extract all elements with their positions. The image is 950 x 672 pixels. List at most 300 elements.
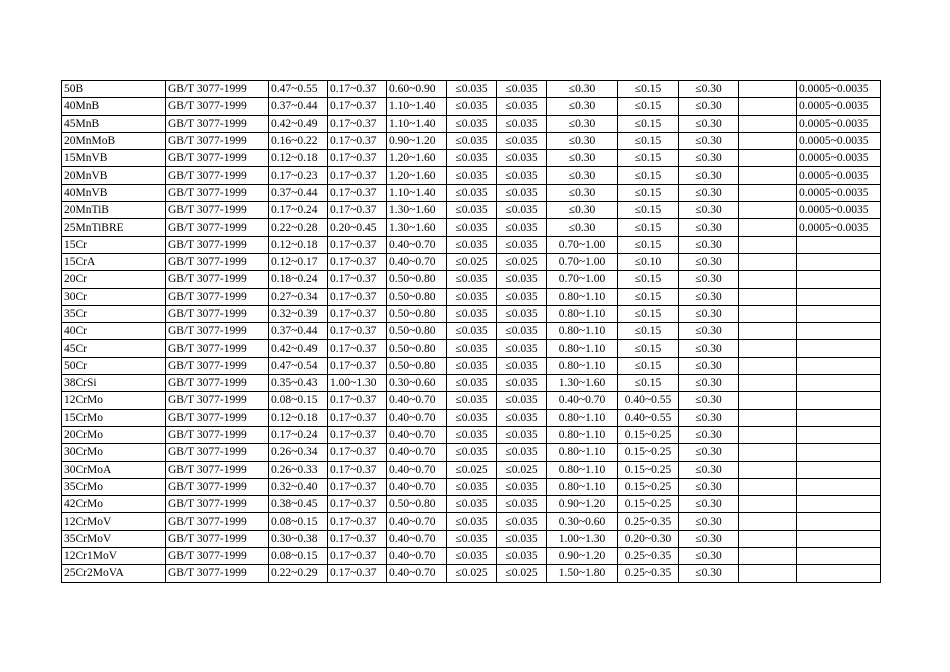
cell-sulfur: ≤0.025 — [447, 565, 497, 582]
cell-boron — [797, 461, 881, 478]
cell-silicon: 0.17~0.37 — [328, 202, 387, 219]
cell-manganese: 0.40~0.70 — [387, 392, 447, 409]
cell-boron — [797, 496, 881, 513]
cell-boron — [797, 305, 881, 322]
cell-carbon: 0.12~0.18 — [269, 409, 328, 426]
cell-sulfur: ≤0.035 — [447, 496, 497, 513]
cell-blank — [739, 184, 797, 201]
cell-grade: 25Cr2MoVA — [62, 565, 166, 582]
cell-carbon: 0.32~0.40 — [269, 478, 328, 495]
cell-boron — [797, 288, 881, 305]
cell-carbon: 0.37~0.44 — [269, 323, 328, 340]
cell-phosphorus: ≤0.035 — [497, 496, 547, 513]
cell-carbon: 0.22~0.29 — [269, 565, 328, 582]
table-row — [62, 288, 881, 305]
cell-manganese: 0.40~0.70 — [387, 253, 447, 270]
cell-blank — [739, 565, 797, 582]
cell-nickel: ≤0.30 — [679, 426, 739, 443]
cell-molybdenum: 0.15~0.25 — [618, 478, 679, 495]
cell-sulfur: ≤0.035 — [447, 202, 497, 219]
cell-chromium: 0.80~1.10 — [547, 357, 618, 374]
cell-sulfur: ≤0.035 — [447, 288, 497, 305]
cell-standard: GB/T 3077-1999 — [166, 323, 269, 340]
cell-nickel: ≤0.30 — [679, 305, 739, 322]
cell-sulfur: ≤0.035 — [447, 478, 497, 495]
cell-silicon: 0.17~0.37 — [328, 305, 387, 322]
cell-carbon: 0.37~0.44 — [269, 98, 328, 115]
cell-standard: GB/T 3077-1999 — [166, 340, 269, 357]
table-row — [62, 409, 881, 426]
cell-nickel: ≤0.30 — [679, 340, 739, 357]
cell-silicon: 0.17~0.37 — [328, 132, 387, 149]
cell-chromium: ≤0.30 — [547, 150, 618, 167]
cell-boron — [797, 565, 881, 582]
table-row — [62, 132, 881, 149]
cell-standard: GB/T 3077-1999 — [166, 305, 269, 322]
cell-molybdenum: ≤0.15 — [618, 167, 679, 184]
cell-molybdenum: 0.15~0.25 — [618, 444, 679, 461]
cell-chromium: 0.80~1.10 — [547, 461, 618, 478]
table-row — [62, 184, 881, 201]
cell-grade: 15CrMo — [62, 409, 166, 426]
cell-molybdenum: ≤0.15 — [618, 132, 679, 149]
cell-blank — [739, 219, 797, 236]
cell-phosphorus: ≤0.025 — [497, 253, 547, 270]
table-row — [62, 271, 881, 288]
table-row — [62, 340, 881, 357]
cell-silicon: 0.17~0.37 — [328, 323, 387, 340]
cell-chromium: 0.40~0.70 — [547, 392, 618, 409]
cell-silicon: 0.17~0.37 — [328, 548, 387, 565]
cell-nickel: ≤0.30 — [679, 150, 739, 167]
table-row — [62, 426, 881, 443]
table-row — [62, 253, 881, 270]
cell-manganese: 0.40~0.70 — [387, 478, 447, 495]
table-row — [62, 392, 881, 409]
cell-chromium: 0.90~1.20 — [547, 548, 618, 565]
cell-grade: 20Cr — [62, 271, 166, 288]
cell-manganese: 0.50~0.80 — [387, 288, 447, 305]
cell-boron: 0.0005~0.0035 — [797, 81, 881, 98]
cell-phosphorus: ≤0.035 — [497, 219, 547, 236]
cell-boron: 0.0005~0.0035 — [797, 132, 881, 149]
cell-nickel: ≤0.30 — [679, 409, 739, 426]
cell-blank — [739, 478, 797, 495]
cell-molybdenum: ≤0.15 — [618, 271, 679, 288]
cell-sulfur: ≤0.035 — [447, 150, 497, 167]
cell-carbon: 0.38~0.45 — [269, 496, 328, 513]
cell-sulfur: ≤0.035 — [447, 548, 497, 565]
cell-silicon: 0.17~0.37 — [328, 478, 387, 495]
cell-grade: 20MnVB — [62, 167, 166, 184]
cell-nickel: ≤0.30 — [679, 167, 739, 184]
cell-standard: GB/T 3077-1999 — [166, 444, 269, 461]
cell-standard: GB/T 3077-1999 — [166, 288, 269, 305]
cell-silicon: 0.17~0.37 — [328, 357, 387, 374]
cell-boron: 0.0005~0.0035 — [797, 150, 881, 167]
cell-boron — [797, 357, 881, 374]
cell-chromium: 0.80~1.10 — [547, 305, 618, 322]
cell-grade: 30CrMo — [62, 444, 166, 461]
table-row — [62, 444, 881, 461]
cell-molybdenum: 0.15~0.25 — [618, 426, 679, 443]
cell-chromium: 0.70~1.00 — [547, 253, 618, 270]
cell-chromium: 0.90~1.20 — [547, 496, 618, 513]
table-row — [62, 461, 881, 478]
cell-carbon: 0.12~0.18 — [269, 150, 328, 167]
cell-blank — [739, 323, 797, 340]
cell-chromium: ≤0.30 — [547, 202, 618, 219]
cell-nickel: ≤0.30 — [679, 461, 739, 478]
cell-sulfur: ≤0.035 — [447, 392, 497, 409]
cell-sulfur: ≤0.035 — [447, 271, 497, 288]
cell-blank — [739, 530, 797, 547]
cell-blank — [739, 81, 797, 98]
cell-blank — [739, 392, 797, 409]
cell-manganese: 0.50~0.80 — [387, 271, 447, 288]
cell-silicon: 0.17~0.37 — [328, 565, 387, 582]
cell-silicon: 0.17~0.37 — [328, 98, 387, 115]
cell-sulfur: ≤0.035 — [447, 357, 497, 374]
cell-nickel: ≤0.30 — [679, 288, 739, 305]
cell-manganese: 1.10~1.40 — [387, 184, 447, 201]
cell-phosphorus: ≤0.035 — [497, 548, 547, 565]
cell-grade: 15CrA — [62, 253, 166, 270]
cell-silicon: 0.17~0.37 — [328, 513, 387, 530]
cell-sulfur: ≤0.035 — [447, 323, 497, 340]
cell-molybdenum: ≤0.15 — [618, 219, 679, 236]
cell-boron: 0.0005~0.0035 — [797, 115, 881, 132]
cell-molybdenum: ≤0.15 — [618, 375, 679, 392]
cell-silicon: 0.17~0.37 — [328, 340, 387, 357]
table-row — [62, 496, 881, 513]
cell-manganese: 0.30~0.60 — [387, 375, 447, 392]
table-row — [62, 323, 881, 340]
cell-nickel: ≤0.30 — [679, 478, 739, 495]
cell-molybdenum: ≤0.15 — [618, 340, 679, 357]
cell-carbon: 0.37~0.44 — [269, 184, 328, 201]
cell-nickel: ≤0.30 — [679, 132, 739, 149]
cell-standard: GB/T 3077-1999 — [166, 357, 269, 374]
cell-silicon: 1.00~1.30 — [328, 375, 387, 392]
cell-phosphorus: ≤0.035 — [497, 513, 547, 530]
cell-grade: 12CrMo — [62, 392, 166, 409]
cell-silicon: 0.17~0.37 — [328, 115, 387, 132]
cell-grade: 50B — [62, 81, 166, 98]
cell-silicon: 0.17~0.37 — [328, 461, 387, 478]
cell-boron — [797, 340, 881, 357]
cell-standard: GB/T 3077-1999 — [166, 167, 269, 184]
cell-chromium: 0.80~1.10 — [547, 409, 618, 426]
cell-blank — [739, 444, 797, 461]
cell-manganese: 0.60~0.90 — [387, 81, 447, 98]
cell-standard: GB/T 3077-1999 — [166, 513, 269, 530]
cell-chromium: ≤0.30 — [547, 81, 618, 98]
cell-molybdenum: 0.15~0.25 — [618, 461, 679, 478]
cell-standard: GB/T 3077-1999 — [166, 271, 269, 288]
cell-chromium: 1.30~1.60 — [547, 375, 618, 392]
cell-manganese: 0.50~0.80 — [387, 496, 447, 513]
cell-carbon: 0.27~0.34 — [269, 288, 328, 305]
cell-silicon: 0.17~0.37 — [328, 426, 387, 443]
cell-phosphorus: ≤0.035 — [497, 392, 547, 409]
cell-silicon: 0.17~0.37 — [328, 236, 387, 253]
cell-boron — [797, 271, 881, 288]
cell-standard: GB/T 3077-1999 — [166, 565, 269, 582]
cell-standard: GB/T 3077-1999 — [166, 392, 269, 409]
cell-chromium: ≤0.30 — [547, 184, 618, 201]
cell-molybdenum: ≤0.15 — [618, 288, 679, 305]
cell-carbon: 0.17~0.24 — [269, 426, 328, 443]
cell-grade: 30CrMoA — [62, 461, 166, 478]
cell-nickel: ≤0.30 — [679, 98, 739, 115]
cell-manganese: 0.40~0.70 — [387, 548, 447, 565]
table-row — [62, 357, 881, 374]
cell-silicon: 0.17~0.37 — [328, 184, 387, 201]
cell-boron — [797, 548, 881, 565]
cell-nickel: ≤0.30 — [679, 271, 739, 288]
cell-nickel: ≤0.30 — [679, 184, 739, 201]
cell-carbon: 0.08~0.15 — [269, 392, 328, 409]
cell-sulfur: ≤0.035 — [447, 409, 497, 426]
cell-molybdenum: ≤0.15 — [618, 357, 679, 374]
cell-blank — [739, 202, 797, 219]
cell-blank — [739, 496, 797, 513]
cell-nickel: ≤0.30 — [679, 513, 739, 530]
table-row — [62, 202, 881, 219]
cell-nickel: ≤0.30 — [679, 530, 739, 547]
cell-phosphorus: ≤0.035 — [497, 98, 547, 115]
cell-chromium: ≤0.30 — [547, 115, 618, 132]
cell-carbon: 0.18~0.24 — [269, 271, 328, 288]
cell-carbon: 0.30~0.38 — [269, 530, 328, 547]
cell-sulfur: ≤0.035 — [447, 305, 497, 322]
cell-nickel: ≤0.30 — [679, 392, 739, 409]
cell-blank — [739, 357, 797, 374]
cell-boron — [797, 392, 881, 409]
cell-standard: GB/T 3077-1999 — [166, 461, 269, 478]
cell-blank — [739, 98, 797, 115]
cell-manganese: 0.40~0.70 — [387, 565, 447, 582]
cell-silicon: 0.17~0.37 — [328, 271, 387, 288]
cell-grade: 35Cr — [62, 305, 166, 322]
cell-manganese: 0.50~0.80 — [387, 340, 447, 357]
cell-nickel: ≤0.30 — [679, 81, 739, 98]
cell-manganese: 1.10~1.40 — [387, 115, 447, 132]
cell-carbon: 0.47~0.55 — [269, 81, 328, 98]
cell-molybdenum: ≤0.10 — [618, 253, 679, 270]
cell-molybdenum: 0.25~0.35 — [618, 548, 679, 565]
cell-grade: 50Cr — [62, 357, 166, 374]
cell-boron: 0.0005~0.0035 — [797, 167, 881, 184]
cell-grade: 30Cr — [62, 288, 166, 305]
cell-molybdenum: ≤0.15 — [618, 236, 679, 253]
cell-carbon: 0.12~0.17 — [269, 253, 328, 270]
cell-manganese: 0.40~0.70 — [387, 426, 447, 443]
cell-boron: 0.0005~0.0035 — [797, 202, 881, 219]
cell-carbon: 0.42~0.49 — [269, 115, 328, 132]
cell-silicon: 0.17~0.37 — [328, 288, 387, 305]
cell-standard: GB/T 3077-1999 — [166, 115, 269, 132]
cell-manganese: 1.30~1.60 — [387, 202, 447, 219]
cell-chromium: 0.70~1.00 — [547, 236, 618, 253]
cell-phosphorus: ≤0.035 — [497, 202, 547, 219]
cell-phosphorus: ≤0.035 — [497, 115, 547, 132]
cell-boron: 0.0005~0.0035 — [797, 98, 881, 115]
cell-phosphorus: ≤0.035 — [497, 271, 547, 288]
cell-carbon: 0.26~0.34 — [269, 444, 328, 461]
cell-molybdenum: 0.15~0.25 — [618, 496, 679, 513]
cell-standard: GB/T 3077-1999 — [166, 253, 269, 270]
cell-chromium: 0.70~1.00 — [547, 271, 618, 288]
cell-chromium: ≤0.30 — [547, 167, 618, 184]
cell-grade: 35CrMoV — [62, 530, 166, 547]
cell-chromium: 0.80~1.10 — [547, 323, 618, 340]
cell-sulfur: ≤0.035 — [447, 513, 497, 530]
table-row — [62, 236, 881, 253]
cell-nickel: ≤0.30 — [679, 236, 739, 253]
cell-manganese: 1.10~1.40 — [387, 98, 447, 115]
cell-boron — [797, 409, 881, 426]
cell-grade: 40Cr — [62, 323, 166, 340]
cell-carbon: 0.12~0.18 — [269, 236, 328, 253]
cell-standard: GB/T 3077-1999 — [166, 548, 269, 565]
cell-chromium: 0.80~1.10 — [547, 444, 618, 461]
cell-blank — [739, 115, 797, 132]
cell-molybdenum: 0.25~0.35 — [618, 565, 679, 582]
table-row — [62, 548, 881, 565]
cell-chromium: 0.80~1.10 — [547, 478, 618, 495]
cell-grade: 40MnB — [62, 98, 166, 115]
cell-phosphorus: ≤0.035 — [497, 340, 547, 357]
cell-sulfur: ≤0.035 — [447, 340, 497, 357]
cell-blank — [739, 461, 797, 478]
cell-silicon: 0.17~0.37 — [328, 167, 387, 184]
cell-chromium: 1.00~1.30 — [547, 530, 618, 547]
cell-sulfur: ≤0.035 — [447, 115, 497, 132]
cell-sulfur: ≤0.035 — [447, 530, 497, 547]
cell-grade: 15MnVB — [62, 150, 166, 167]
cell-standard: GB/T 3077-1999 — [166, 202, 269, 219]
cell-grade: 25MnTiBRE — [62, 219, 166, 236]
cell-silicon: 0.17~0.37 — [328, 253, 387, 270]
cell-blank — [739, 150, 797, 167]
cell-phosphorus: ≤0.035 — [497, 288, 547, 305]
cell-manganese: 1.20~1.60 — [387, 167, 447, 184]
cell-grade: 35CrMo — [62, 478, 166, 495]
cell-sulfur: ≤0.035 — [447, 444, 497, 461]
cell-nickel: ≤0.30 — [679, 219, 739, 236]
table-row — [62, 81, 881, 98]
cell-molybdenum: ≤0.15 — [618, 115, 679, 132]
cell-standard: GB/T 3077-1999 — [166, 409, 269, 426]
cell-sulfur: ≤0.025 — [447, 253, 497, 270]
cell-sulfur: ≤0.035 — [447, 167, 497, 184]
cell-blank — [739, 236, 797, 253]
cell-nickel: ≤0.30 — [679, 202, 739, 219]
cell-silicon: 0.20~0.45 — [328, 219, 387, 236]
cell-standard: GB/T 3077-1999 — [166, 184, 269, 201]
cell-boron — [797, 444, 881, 461]
cell-silicon: 0.17~0.37 — [328, 150, 387, 167]
cell-nickel: ≤0.30 — [679, 565, 739, 582]
table-row — [62, 478, 881, 495]
cell-sulfur: ≤0.035 — [447, 426, 497, 443]
cell-phosphorus: ≤0.035 — [497, 305, 547, 322]
cell-nickel: ≤0.30 — [679, 375, 739, 392]
cell-carbon: 0.17~0.23 — [269, 167, 328, 184]
cell-blank — [739, 409, 797, 426]
cell-silicon: 0.17~0.37 — [328, 496, 387, 513]
table-row — [62, 513, 881, 530]
cell-carbon: 0.32~0.39 — [269, 305, 328, 322]
cell-manganese: 0.40~0.70 — [387, 444, 447, 461]
cell-boron: 0.0005~0.0035 — [797, 184, 881, 201]
cell-phosphorus: ≤0.035 — [497, 81, 547, 98]
cell-silicon: 0.17~0.37 — [328, 409, 387, 426]
cell-silicon: 0.17~0.37 — [328, 81, 387, 98]
cell-grade: 45Cr — [62, 340, 166, 357]
cell-phosphorus: ≤0.035 — [497, 150, 547, 167]
cell-blank — [739, 375, 797, 392]
cell-standard: GB/T 3077-1999 — [166, 530, 269, 547]
cell-boron — [797, 323, 881, 340]
cell-standard: GB/T 3077-1999 — [166, 375, 269, 392]
cell-blank — [739, 548, 797, 565]
cell-silicon: 0.17~0.37 — [328, 530, 387, 547]
cell-sulfur: ≤0.035 — [447, 132, 497, 149]
cell-phosphorus: ≤0.035 — [497, 478, 547, 495]
cell-manganese: 0.40~0.70 — [387, 530, 447, 547]
cell-phosphorus: ≤0.025 — [497, 565, 547, 582]
cell-carbon: 0.08~0.15 — [269, 548, 328, 565]
cell-chromium: 0.30~0.60 — [547, 513, 618, 530]
cell-carbon: 0.47~0.54 — [269, 357, 328, 374]
cell-molybdenum: ≤0.15 — [618, 150, 679, 167]
cell-molybdenum: 0.40~0.55 — [618, 392, 679, 409]
cell-silicon: 0.17~0.37 — [328, 444, 387, 461]
cell-standard: GB/T 3077-1999 — [166, 132, 269, 149]
cell-blank — [739, 340, 797, 357]
cell-silicon: 0.17~0.37 — [328, 392, 387, 409]
cell-chromium: 0.80~1.10 — [547, 340, 618, 357]
cell-nickel: ≤0.30 — [679, 253, 739, 270]
cell-nickel: ≤0.30 — [679, 444, 739, 461]
cell-standard: GB/T 3077-1999 — [166, 478, 269, 495]
cell-standard: GB/T 3077-1999 — [166, 81, 269, 98]
cell-manganese: 0.90~1.20 — [387, 132, 447, 149]
cell-grade: 20CrMo — [62, 426, 166, 443]
cell-manganese: 0.50~0.80 — [387, 323, 447, 340]
cell-phosphorus: ≤0.025 — [497, 461, 547, 478]
cell-manganese: 0.50~0.80 — [387, 357, 447, 374]
cell-molybdenum: ≤0.15 — [618, 202, 679, 219]
cell-carbon: 0.22~0.28 — [269, 219, 328, 236]
cell-standard: GB/T 3077-1999 — [166, 496, 269, 513]
cell-manganese: 0.40~0.70 — [387, 513, 447, 530]
cell-chromium: 1.50~1.80 — [547, 565, 618, 582]
cell-standard: GB/T 3077-1999 — [166, 98, 269, 115]
cell-molybdenum: ≤0.15 — [618, 98, 679, 115]
cell-molybdenum: 0.25~0.35 — [618, 513, 679, 530]
cell-blank — [739, 305, 797, 322]
cell-phosphorus: ≤0.035 — [497, 530, 547, 547]
table-row — [62, 565, 881, 582]
cell-standard: GB/T 3077-1999 — [166, 219, 269, 236]
cell-carbon: 0.16~0.22 — [269, 132, 328, 149]
cell-phosphorus: ≤0.035 — [497, 323, 547, 340]
cell-chromium: 0.80~1.10 — [547, 288, 618, 305]
